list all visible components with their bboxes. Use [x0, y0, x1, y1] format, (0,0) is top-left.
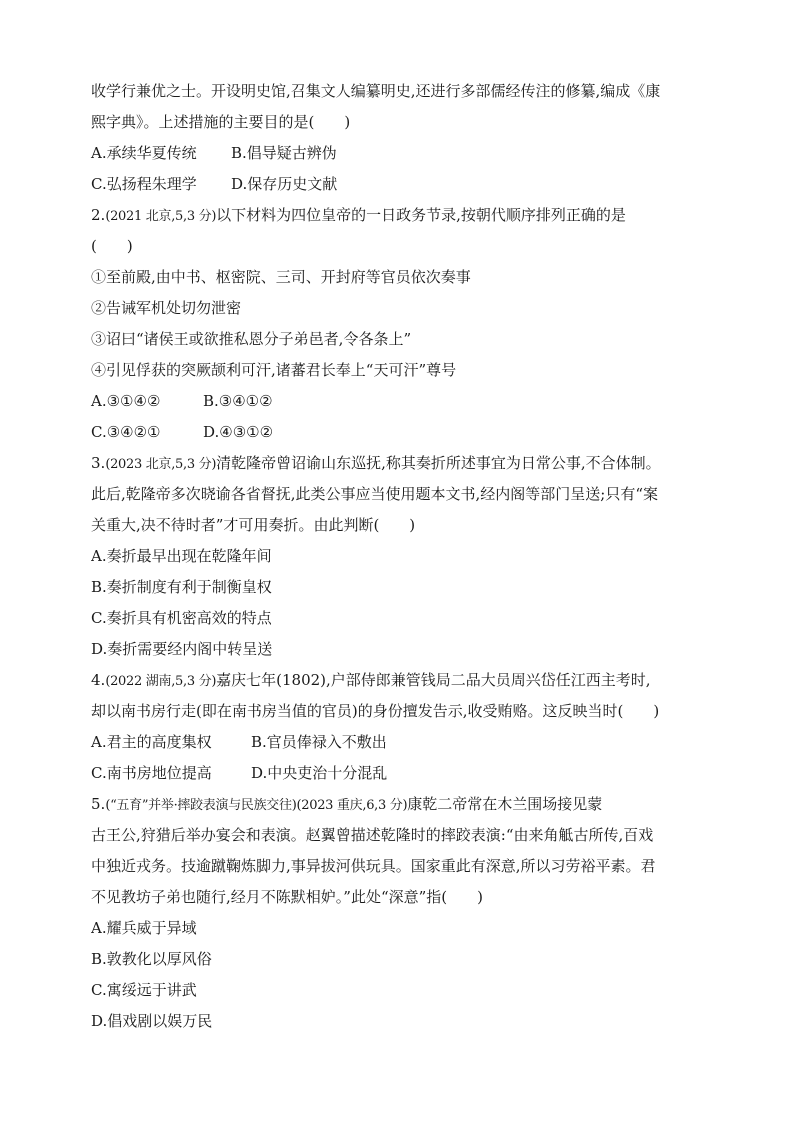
q4-stem-text: 嘉庆七年(1802),户部侍郎兼管钱局二品大员周兴岱任江西主考时, — [216, 671, 651, 689]
q5-option-d: D.倡戏剧以娱万民 — [91, 1012, 213, 1030]
q5-option-a: A.耀兵威于异域 — [91, 919, 197, 937]
q2-source: (2021 北京,5,3 分) — [105, 209, 217, 224]
q3-stem-line2: 此后,乾隆帝多次晓谕各省督抚,此类公事应当使用题本文书,经内阁等部门呈送;只有“案 — [91, 485, 659, 503]
q3-option-b: B.奏折制度有利于制衡皇权 — [91, 578, 272, 596]
q5-option-c: C.寓绥远于讲武 — [91, 981, 197, 999]
exam-page — [91, 76, 715, 1037]
q2-item-3: ③诏曰“诸侯王或欲推私恩分子弟邑者,令各条上” — [91, 330, 412, 348]
q1-option-d: D.保存历史文献 — [231, 175, 338, 193]
q2-option-d: D.④③①② — [203, 423, 274, 441]
q4-stem-line2: 却以南书房行走(即在南书房当值的官员)的身份擅发告示,收受贿赂。这反映当时( ) — [91, 702, 660, 720]
q5-stem-text: 康乾二帝常在木兰围场接见蒙 — [407, 795, 603, 813]
q5-option-b: B.敦教化以厚风俗 — [91, 950, 212, 968]
q4-option-b: B.官员俸禄入不敷出 — [251, 733, 387, 751]
q3-option-a: A.奏折最早出现在乾隆年间 — [91, 547, 272, 565]
q1-option-a: A.承续华夏传统 — [91, 144, 197, 162]
q2-stem-line2: ( ) — [91, 237, 133, 255]
q2-item-4: ④引见俘获的突厥颉利可汗,诸蕃君长奉上“天可汗”尊号 — [91, 361, 457, 379]
q2-item-2: ②告诫军机处切勿泄密 — [91, 299, 242, 317]
q5-stem-line2: 古王公,狩猎后举办宴会和表演。赵翼曾描述乾隆时的摔跤表演:“由来角觝古所传,百戏 — [91, 826, 654, 844]
q1-stem-line2: 熙字典》。上述措施的主要目的是( ) — [91, 113, 351, 131]
q3-stem-line3: 关重大,决不待时者”才可用奏折。由此判断( ) — [91, 516, 416, 534]
q5-stem-line1 — [91, 789, 715, 820]
q2-options-row1 — [91, 386, 715, 417]
q5-number: 5. — [91, 795, 106, 813]
q3-number: 3. — [91, 454, 106, 472]
q2-options-row2 — [91, 417, 715, 448]
q3-stem-text: 清乾隆帝曾诏谕山东巡抚,称其奏折所述事宜为日常公事,不合体制。 — [216, 454, 661, 472]
q1-stem-line1: 收学行兼优之士。开设明史馆,召集文人编纂明史,还进行多部儒经传注的修纂,编成《康 — [91, 82, 661, 100]
q2-number: 2. — [91, 206, 106, 224]
q3-source: (2023 北京,5,3 分) — [105, 457, 217, 472]
q2-option-b: B.③④①② — [203, 392, 273, 410]
q2-stem-line1 — [91, 200, 715, 231]
q2-item-1: ①至前殿,由中书、枢密院、三司、开封府等官员依次奏事 — [91, 268, 471, 286]
q3-stem-line1 — [91, 448, 715, 479]
q4-number: 4. — [91, 671, 106, 689]
q2-option-c: C.③④②① — [91, 423, 161, 441]
q2-option-a: A.③①④② — [91, 392, 161, 410]
q2-stem-text: 以下材料为四位皇帝的一日政务节录,按朝代顺序排列正确的是 — [216, 206, 626, 224]
q1-option-c: C.弘扬程朱理学 — [91, 175, 197, 193]
q1-option-b: B.倡导疑古辨伪 — [231, 144, 337, 162]
q4-option-a: A.君主的高度集权 — [91, 733, 212, 751]
q1-options-row2 — [91, 169, 715, 200]
q4-option-c: C.南书房地位提高 — [91, 764, 212, 782]
q5-source: (“五育”并举·摔跤表演与民族交往)(2023 重庆,6,3 分) — [105, 798, 408, 813]
q1-options-row1 — [91, 138, 715, 169]
q5-stem-line4: 不见教坊子弟也随行,经月不陈默相妒。”此处“深意”指( ) — [91, 888, 483, 906]
q4-stem-line1 — [91, 665, 715, 696]
q3-option-d: D.奏折需要经内阁中转呈送 — [91, 640, 273, 658]
q3-option-c: C.奏折具有机密高效的特点 — [91, 609, 272, 627]
q4-options-row1 — [91, 727, 715, 758]
q5-stem-line3: 中独近戎务。技逾蹴鞠炼脚力,事异拔河供玩具。国家重此有深意,所以习劳裕平素。君 — [91, 857, 656, 875]
q4-source: (2022 湖南,5,3 分) — [105, 674, 217, 689]
q4-options-row2 — [91, 758, 715, 789]
q4-option-d: D.中央吏治十分混乱 — [251, 764, 388, 782]
